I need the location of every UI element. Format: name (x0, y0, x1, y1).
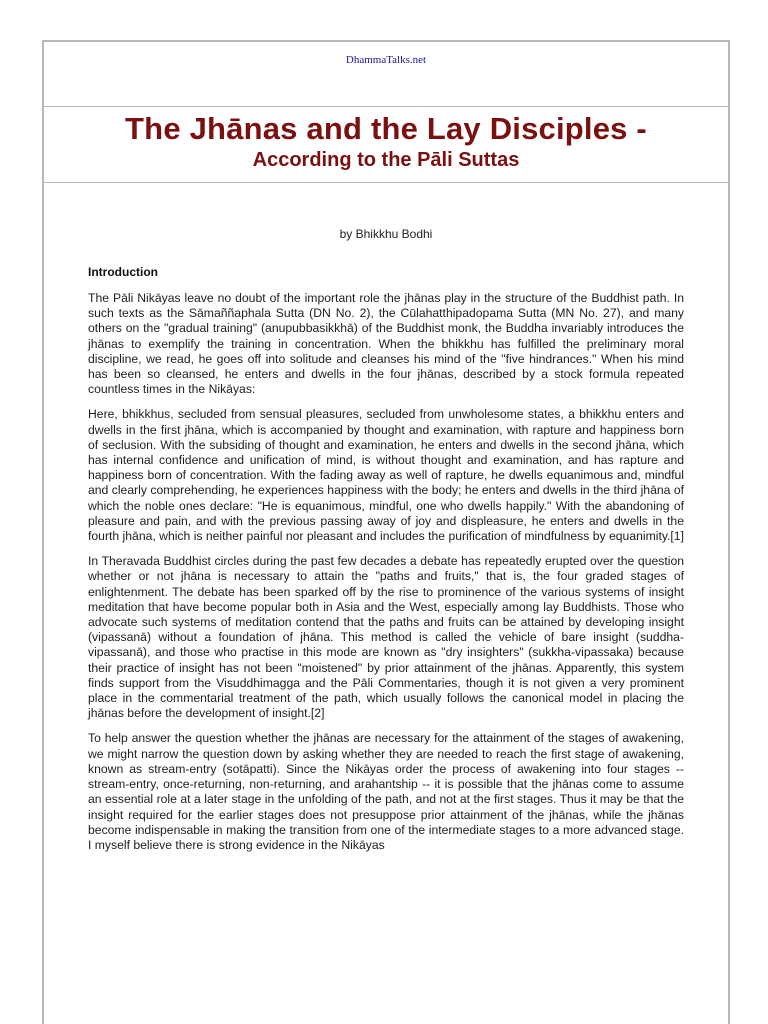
paragraph: The Pāli Nikāyas leave no doubt of the important role the jhānas play in the structure of the Buddhist path. In such texts as the Sāmaññaphala Sutta (DN No. 2), the Cūlahatthipadopama Sutta (MN No. 27), and many others on the "gradual training" (anupubbasikkhā) of the Buddhist monk, the Buddha invariably introduces the jhānas to exemplify the training in concentration. When the bhikkhu has fulfilled the preliminary moral discipline, we read, he goes off into solitude and cleanses his mind of the "five hindrances." When his mind has been so cleansed, he enters and dwells in the four jhānas, described by a stock formula repeated countless times in the Nikāyas: (88, 291, 684, 397)
page-title: The Jhānas and the Lay Disciples - (125, 111, 647, 146)
site-header (44, 42, 728, 107)
article-body (44, 227, 728, 853)
page-subtitle: According to the Pāli Suttas (252, 149, 520, 171)
paragraph: In Theravada Buddhist circles during the past few decades a debate has repeatedly erupted over the question whether or not jhāna is necessary to attain the "paths and fruits," that is, the four graded stages of enlightenment. The debate has been sparked off by the rise to prominence of the various systems of insight meditation that have become popular both in Asia and the West, especially among lay Buddhists. Those who advocate such systems of meditation contend that the paths and fruits can be attained by developing insight (vipassanā) without a foundation of jhāna. This method is called the vehicle of bare insight (suddha-vipassanā), and those who practise in this mode are known as "dry insighters" (sukkha-vipassaka) because their practice of insight has not been "moistened" by prior attainment of the jhānas. Apparently, this system finds support from the Visuddhimagga and the Pāli Commentaries, though it is not given a very prominent place in the commentarial treatment of the path, which usually follows the canonical model in placing the jhānas before the development of insight.[2] (88, 554, 684, 721)
site-link[interactable]: DhammaTalks.net (345, 54, 427, 66)
author-byline: by Bhikkhu Bodhi (339, 227, 433, 241)
paragraph: To help answer the question whether the jhānas are necessary for the attainment of the stages of awakening, we might narrow the question down by asking whether they are needed to reach the first stage of awakening, known as stream-entry (sotāpatti). Since the Nikāyas order the process of awakening into four stages -- stream-entry, once-returning, non-returning, and arahantship -- it is possible that the jhānas come to assume an essential role at a later stage in the unfolding of the path, and not at the first stages. Thus it may be that the insight required for the earlier stages does not presuppose prior attainment of the jhānas, while the jhānas become indispensable in making the transition from one of the intermediate stages to a more advanced stage. I myself believe there is strong evidence in the Nikāyas (88, 731, 684, 852)
section-heading: Introduction (88, 265, 158, 279)
title-block (44, 107, 728, 183)
paragraph: Here, bhikkhus, secluded from sensual pleasures, secluded from unwholesome states, a bhikkhu enters and dwells in the first jhāna, which is accompanied by thought and examination, with rapture and happiness born of seclusion. With the subsiding of thought and examination, he enters and dwells in the second jhāna, which has internal confidence and unification of mind, is without thought and examination, and has rapture and happiness born of concentration. With the fading away as well of rapture, he dwells equanimous and, mindful and clearly comprehending, he experiences happiness with the body; he enters and dwells in the third jhāna of which the noble ones declare: "He is equanimous, mindful, one who dwells happily." With the abandoning of pleasure and pain, and with the previous passing away of joy and displeasure, he enters and dwells in the fourth jhāna, which is neither painful nor pleasant and includes the purification of mindfulness by equanimity.[1] (88, 407, 684, 544)
page-frame (42, 40, 730, 1024)
